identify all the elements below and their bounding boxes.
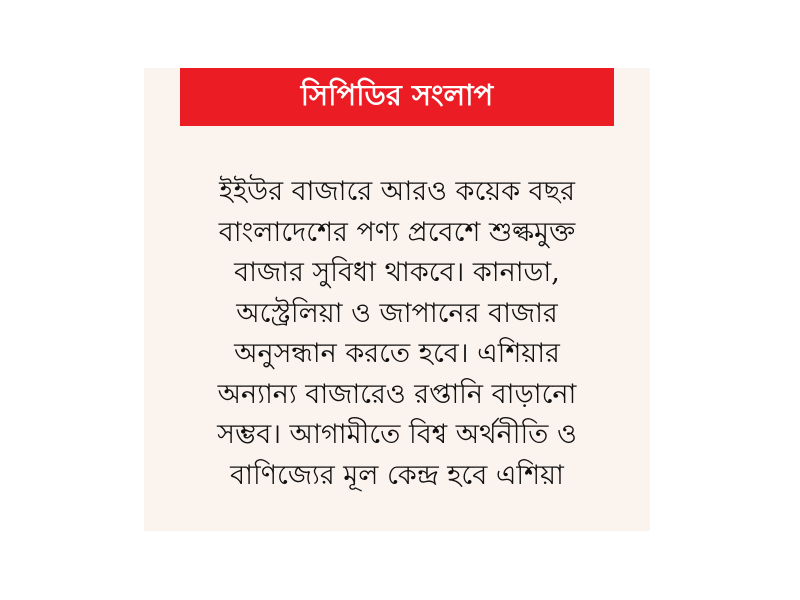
body-line: বাংলাদেশের পণ্য প্রবেশে শুল্কমুক্ত: [218, 216, 576, 248]
body-line: বাণিজ্যের মূল কেন্দ্র হবে এশিয়া: [230, 459, 564, 491]
quote-box: [144, 68, 650, 531]
body-text: [144, 172, 650, 496]
body-line: ইইউর বাজারে আরও কয়েক বছর: [219, 176, 575, 207]
body-line: অস্ট্রেলিয়া ও জাপানের বাজার: [236, 297, 558, 329]
body-line: সম্ভব। আগামীতে বিশ্ব অর্থনীতি ও: [217, 419, 577, 450]
body-line: অন্যান্য বাজারেও রপ্তানি বাড়ানো: [217, 378, 577, 410]
header-banner: [180, 68, 614, 126]
body-line: অনুসন্ধান করতে হবে। এশিয়ার: [234, 338, 560, 369]
body-line: বাজার সুবিধা থাকবে। কানাডা,: [234, 257, 560, 288]
header-title: সিপিডির সংলাপ: [300, 77, 494, 112]
